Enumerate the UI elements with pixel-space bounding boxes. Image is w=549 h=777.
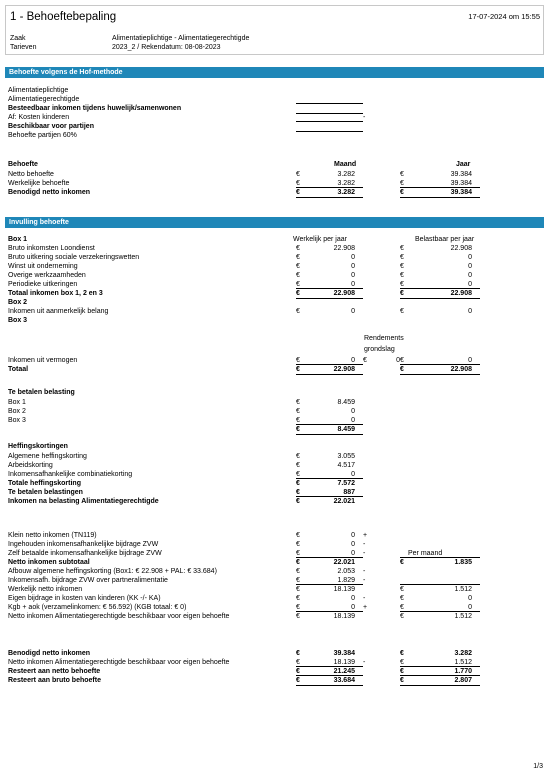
currency-symbol: € xyxy=(296,417,300,424)
row-label: Winst uit onderneming xyxy=(8,263,78,270)
currency-symbol: € xyxy=(296,568,300,575)
subtotal-rule xyxy=(296,478,363,479)
subtotal-rule xyxy=(296,424,363,425)
eigen-bijdrage-row xyxy=(8,594,544,603)
heffing-row xyxy=(8,452,544,461)
amount-value: 0 xyxy=(468,272,472,279)
totale-heffing-row xyxy=(8,479,544,488)
amount-value: 0 xyxy=(351,417,355,424)
row-label: Netto behoefte xyxy=(8,171,54,178)
currency-symbol: € xyxy=(400,604,404,611)
operator-sign: - xyxy=(363,550,366,557)
hof-row xyxy=(8,131,544,140)
row-label: Periodieke uitkeringen xyxy=(8,281,78,288)
row-label: Te betalen belasting xyxy=(8,389,75,396)
subtotal-rule xyxy=(400,557,480,558)
currency-symbol: € xyxy=(400,366,404,373)
belasting-total xyxy=(8,425,544,434)
amount-value: 0 xyxy=(351,541,355,548)
amount-value: 22.021 xyxy=(333,559,355,566)
currency-symbol: € xyxy=(400,677,404,684)
currency-symbol: € xyxy=(400,180,404,187)
subtotal-rule xyxy=(296,496,363,497)
row-label: Afbouw algemene heffingskorting (Box1: € 22.908 + PAL: € 33.684) xyxy=(8,568,217,575)
row-label: Benodigd netto inkomen xyxy=(8,189,91,196)
belasting-title xyxy=(8,388,544,397)
netto-row xyxy=(8,531,544,540)
subtotal-rule xyxy=(296,557,363,558)
behoefte-header xyxy=(8,160,544,169)
amount-value: 0 xyxy=(351,595,355,602)
amount-value: 0 xyxy=(468,308,472,315)
amount-value: 0 xyxy=(468,595,472,602)
hof-row xyxy=(8,113,544,122)
row-label: Totale heffingskorting xyxy=(8,480,81,487)
currency-symbol: € xyxy=(296,366,300,373)
amount-value: 39.384 xyxy=(450,189,472,196)
amount-value: 3.055 xyxy=(337,453,355,460)
row-label: Algemene heffingskorting xyxy=(8,453,87,460)
amount-value: 1.835 xyxy=(454,559,472,566)
amount-value: 0 xyxy=(351,532,355,539)
amount-value: 3.282 xyxy=(337,180,355,187)
invulling-row xyxy=(8,307,544,316)
currency-symbol: € xyxy=(296,462,300,469)
subtotal-rule xyxy=(296,288,363,289)
invulling-row xyxy=(8,244,544,253)
row-label: Box 2 xyxy=(8,408,26,415)
amount-value: 22.908 xyxy=(450,245,472,252)
amount-value: 0 xyxy=(351,357,355,364)
row-label: Inkomen uit aanmerkelijk belang xyxy=(8,308,109,315)
col-header-belastbaar: Belastbaar per jaar xyxy=(415,236,475,243)
amount-value: 2.807 xyxy=(454,677,472,684)
page-title: 1 - Behoeftebepaling xyxy=(10,11,117,23)
row-label: Inkomensafhankelijke combinatiekorting xyxy=(8,471,133,478)
row-label: Inkomen uit vermogen xyxy=(8,357,78,364)
subtotal-rule xyxy=(400,675,480,676)
row-label: Box 2 xyxy=(8,299,28,306)
subtotal-rule xyxy=(296,103,363,104)
row-label: Resteert aan netto behoefte xyxy=(8,668,101,675)
belasting-row xyxy=(8,416,544,425)
amount-value: 0 xyxy=(351,471,355,478)
currency-symbol: € xyxy=(296,408,300,415)
amount-value: 0 xyxy=(351,272,355,279)
row-label: Inkomen na belasting Alimentatiegerechtigde xyxy=(8,498,159,505)
zaak-label: Zaak xyxy=(10,35,26,42)
operator-sign: - xyxy=(363,541,366,548)
heffing-row xyxy=(8,461,544,470)
row-label: Besteedbaar inkomen tijdens huwelijk/samenwonen xyxy=(8,105,182,112)
currency-symbol: € xyxy=(296,180,300,187)
row-label: Heffingskortingen xyxy=(8,443,68,450)
currency-symbol: € xyxy=(296,290,300,297)
section-hof-methode-title: Behoefte volgens de Hof-methode xyxy=(5,67,544,78)
amount-value: 3.282 xyxy=(337,189,355,196)
currency-symbol: € xyxy=(400,668,404,675)
currency-symbol: € xyxy=(400,171,404,178)
tarieven-label: Tarieven xyxy=(10,44,37,51)
netto-subtotaal-row xyxy=(8,558,544,567)
subtotal-rule xyxy=(400,288,480,289)
amount-value: 18.139 xyxy=(333,613,355,620)
subtotal-rule xyxy=(296,364,363,365)
amount-value: 2.053 xyxy=(337,568,355,575)
belasting-row xyxy=(8,407,544,416)
row-label: Netto inkomen Alimentatiegerechtigde beschikbaar voor eigen behoefte xyxy=(8,659,230,666)
amount-value: 0 xyxy=(351,281,355,288)
operator-sign: - xyxy=(363,114,366,121)
currency-symbol: € xyxy=(296,659,300,666)
invulling-row xyxy=(8,262,544,271)
belasting-row xyxy=(8,398,544,407)
row-label: Behoefte xyxy=(8,161,38,168)
operator-sign: + xyxy=(363,532,368,539)
currency-symbol: € xyxy=(296,245,300,252)
currency-symbol: € xyxy=(296,272,300,279)
currency-symbol: € xyxy=(296,426,300,433)
invulling-row xyxy=(8,271,544,280)
amount-value: 39.384 xyxy=(450,180,472,187)
amount-value: 22.908 xyxy=(333,245,355,252)
subtotal-rule xyxy=(400,187,480,188)
currency-symbol: € xyxy=(400,189,404,196)
currency-symbol: € xyxy=(296,489,300,496)
subtotal-rule xyxy=(400,611,480,612)
currency-symbol: € xyxy=(296,613,300,620)
row-label: Box 3 xyxy=(8,417,26,424)
totaal-row xyxy=(8,365,544,374)
operator-sign: - xyxy=(363,577,366,584)
currency-symbol: € xyxy=(296,677,300,684)
amount-value: 0 xyxy=(351,604,355,611)
amount-value: 0 xyxy=(351,550,355,557)
row-label: Werkelijk netto inkomen xyxy=(8,586,83,593)
amount-value: 0 xyxy=(468,604,472,611)
row-label: Netto inkomen Alimentatiegerechtigde beschikbaar voor eigen behoefte xyxy=(8,613,230,620)
final-row xyxy=(8,649,544,658)
row-label: Alimentatiegerechtigde xyxy=(8,96,80,103)
netto-row xyxy=(8,540,544,549)
subtotal-rule xyxy=(296,584,363,585)
subtotal-rule xyxy=(296,675,363,676)
row-label: Inkomensafh. bijdrage ZVW over partneralimentatie xyxy=(8,577,168,584)
amount-value: 22.908 xyxy=(333,366,355,373)
currency-symbol: € xyxy=(296,308,300,315)
final-row xyxy=(8,676,544,685)
col-header-werkelijk: Werkelijk per jaar xyxy=(293,236,347,243)
amount-value: 0 xyxy=(468,357,472,364)
amount-value: 22.908 xyxy=(450,290,472,297)
amount-value: 1.512 xyxy=(454,586,472,593)
currency-symbol: € xyxy=(296,254,300,261)
row-label: Box 1 xyxy=(8,236,28,243)
amount-value: 3.282 xyxy=(454,650,472,657)
currency-symbol: € xyxy=(400,586,404,593)
currency-symbol: € xyxy=(296,480,300,487)
subtotal-rule xyxy=(400,364,480,365)
row-label: Bruto inkomsten Loondienst xyxy=(8,245,95,252)
row-label: Ingehouden inkomensafhankelijke bijdrage ZVW xyxy=(8,541,159,548)
amount-value: 22.908 xyxy=(450,366,472,373)
amount-value: 8.459 xyxy=(337,426,355,433)
currency-symbol: € xyxy=(400,659,404,666)
amount-value: 0 xyxy=(468,281,472,288)
row-label: Kgb + aok (verzamelinkomen: € 56.592) (KGB totaal: € 0) xyxy=(8,604,187,611)
row-label: Te betalen belastingen xyxy=(8,489,83,496)
amount-value: 22.908 xyxy=(333,290,355,297)
col-header-per-maand: Per maand xyxy=(408,550,443,557)
subtotal-rule xyxy=(400,584,480,585)
amount-value: 39.384 xyxy=(450,171,472,178)
zaak-row xyxy=(10,34,250,43)
currency-symbol: € xyxy=(296,399,300,406)
col-header-maand: Maand xyxy=(334,161,357,168)
invulling-row xyxy=(8,316,544,325)
currency-symbol: € xyxy=(296,577,300,584)
row-label: Totaal xyxy=(8,366,29,373)
operator-sign: + xyxy=(363,604,368,611)
currency-symbol: € xyxy=(296,550,300,557)
hof-row xyxy=(8,122,544,131)
row-label: Arbeidskorting xyxy=(8,462,53,469)
amount-value: 0 xyxy=(468,254,472,261)
amount-value: 7.572 xyxy=(337,480,355,487)
zaak-value: Alimentatieplichtige - Alimentatiegerechtigde xyxy=(112,35,250,42)
amount-value: 1.512 xyxy=(454,613,472,620)
currency-symbol: € xyxy=(296,650,300,657)
subtotal-rule xyxy=(296,666,363,667)
operator-sign: - xyxy=(363,659,366,666)
currency-symbol: € xyxy=(296,357,300,364)
row-label: Beschikbaar voor partijen xyxy=(8,123,94,130)
row-label: Zelf betaalde inkomensafhankelijke bijdrage ZVW xyxy=(8,550,162,557)
inkomen-na-row xyxy=(8,497,544,506)
amount-value: 0 xyxy=(468,263,472,270)
amount-value: 1.829 xyxy=(337,577,355,584)
afbouw-row xyxy=(8,567,544,576)
amount-value: 0 xyxy=(351,254,355,261)
behoefte-row xyxy=(8,170,544,179)
currency-symbol: € xyxy=(400,559,404,566)
section-invulling-title: Invulling behoefte xyxy=(5,217,544,228)
row-label: Totaal inkomen box 1, 2 en 3 xyxy=(8,290,103,297)
row-label: Box 3 xyxy=(8,317,28,324)
amount-value: 1.512 xyxy=(454,659,472,666)
currency-symbol: € xyxy=(400,245,404,252)
rendements-label-2 xyxy=(8,345,544,354)
currency-symbol: € xyxy=(296,171,300,178)
total-underline xyxy=(296,374,363,375)
hof-row xyxy=(8,95,544,104)
amount-value: 0 xyxy=(396,357,400,364)
heffing-title xyxy=(8,442,544,451)
amount-value: 39.384 xyxy=(333,650,355,657)
amount-value: 0 xyxy=(351,263,355,270)
currency-symbol: € xyxy=(296,281,300,288)
row-label: Box 1 xyxy=(8,399,26,406)
total-underline xyxy=(296,434,363,435)
row-label: Af: Kosten kinderen xyxy=(8,114,70,121)
rendements-label-1: Rendements xyxy=(364,335,404,342)
total-underline xyxy=(296,685,363,686)
row-label: Werkelijke behoefte xyxy=(8,180,70,187)
total-underline xyxy=(400,197,480,198)
row-label: Behoefte partijen 60% xyxy=(8,132,77,139)
currency-symbol: € xyxy=(296,263,300,270)
werkelijk-netto-row xyxy=(8,585,544,594)
amount-value: 3.282 xyxy=(337,171,355,178)
amount-value: 0 xyxy=(351,308,355,315)
currency-symbol: € xyxy=(296,498,300,505)
amount-value: 18.139 xyxy=(333,586,355,593)
total-underline xyxy=(296,197,363,198)
invulling-row xyxy=(8,253,544,262)
amount-value: 0 xyxy=(351,408,355,415)
operator-sign: - xyxy=(363,568,366,575)
subtotal-rule xyxy=(296,187,363,188)
currency-symbol: € xyxy=(296,559,300,566)
row-label: Bruto uitkering sociale verzekeringswetten xyxy=(8,254,140,261)
currency-symbol: € xyxy=(363,357,367,364)
subtotal-rule xyxy=(296,611,363,612)
operator-sign: - xyxy=(363,595,366,602)
tarieven-row xyxy=(10,43,221,52)
amount-value: 4.517 xyxy=(337,462,355,469)
amount-value: 33.684 xyxy=(333,677,355,684)
behoefte-row xyxy=(8,188,544,197)
invulling-row xyxy=(8,289,544,298)
row-label: Eigen bijdrage in kosten van kinderen (KK -/- KA) xyxy=(8,595,161,602)
currency-symbol: € xyxy=(296,541,300,548)
amount-value: 887 xyxy=(343,489,355,496)
document-header xyxy=(5,5,544,55)
currency-symbol: € xyxy=(400,263,404,270)
currency-symbol: € xyxy=(400,281,404,288)
row-label: Overige werkzaamheden xyxy=(8,272,86,279)
netto-beschikbaar-row xyxy=(8,612,544,621)
currency-symbol: € xyxy=(296,604,300,611)
total-underline xyxy=(400,685,480,686)
row-label: Klein netto inkomen (TN119) xyxy=(8,532,97,539)
invulling-row xyxy=(8,298,544,307)
currency-symbol: € xyxy=(296,595,300,602)
currency-symbol: € xyxy=(296,668,300,675)
currency-symbol: € xyxy=(296,189,300,196)
te-betalen-row xyxy=(8,488,544,497)
row-label: Benodigd netto inkomen xyxy=(8,650,91,657)
currency-symbol: € xyxy=(296,453,300,460)
currency-symbol: € xyxy=(400,357,404,364)
col-header-jaar: Jaar xyxy=(456,161,471,168)
currency-symbol: € xyxy=(400,650,404,657)
currency-symbol: € xyxy=(296,471,300,478)
total-underline xyxy=(400,374,480,375)
currency-symbol: € xyxy=(296,532,300,539)
currency-symbol: € xyxy=(400,613,404,620)
invulling-col-headers xyxy=(8,235,544,244)
amount-value: 1.770 xyxy=(454,668,472,675)
heffing-row xyxy=(8,470,544,479)
hof-row xyxy=(8,86,544,95)
subtotal-rule xyxy=(296,121,363,122)
amount-value: 18.139 xyxy=(333,659,355,666)
subtotal-rule xyxy=(400,666,480,667)
hof-row xyxy=(8,104,544,113)
currency-symbol: € xyxy=(400,595,404,602)
amount-value: 21.245 xyxy=(333,668,355,675)
currency-symbol: € xyxy=(400,254,404,261)
row-label: Alimentatieplichtige xyxy=(8,87,69,94)
rendements-label xyxy=(8,334,544,343)
print-date: 17-07-2024 om 15:55 xyxy=(468,12,540,21)
currency-symbol: € xyxy=(400,272,404,279)
page-number: 1/3 xyxy=(533,763,543,770)
rendements-label-2: grondslag xyxy=(364,346,395,353)
row-label: Resteert aan bruto behoefte xyxy=(8,677,101,684)
amount-value: 22.021 xyxy=(333,498,355,505)
amount-value: 8.459 xyxy=(337,399,355,406)
currency-symbol: € xyxy=(296,586,300,593)
tarieven-value: 2023_2 / Rekendatum: 08-08-2023 xyxy=(112,44,221,51)
currency-symbol: € xyxy=(400,290,404,297)
row-label: Netto inkomen subtotaal xyxy=(8,559,90,566)
currency-symbol: € xyxy=(400,308,404,315)
